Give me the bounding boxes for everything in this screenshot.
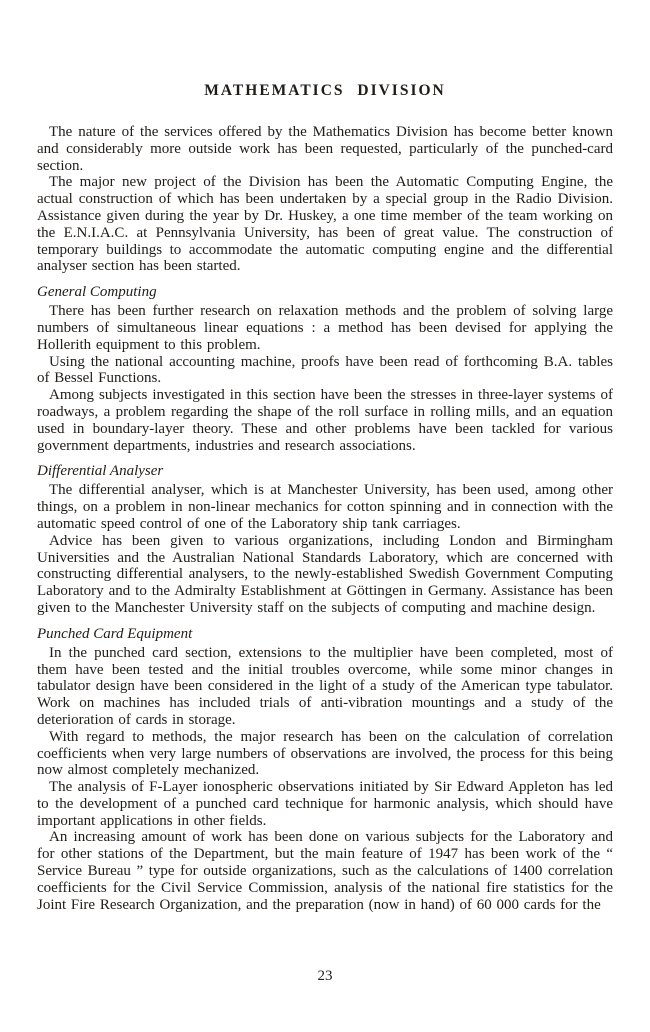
paragraph: The nature of the services offered by the Mathematics Division has become better known and considerably more outside work has been requested, particularly of the punched-card section. <box>37 124 613 174</box>
section-general-computing <box>37 284 613 454</box>
page-number: 23 <box>317 968 333 984</box>
paragraph: There has been further research on relaxation methods and the problem of solving large numbers of simultaneous linear equations : a method has been devised for applying the Hollerith equipment to this problem. <box>37 303 613 353</box>
paragraph: An increasing amount of work has been done on various subjects for the Laboratory and for other stations of the Department, but the main feature of 1947 has been work of the “ Service Bureau ” type for outside organizations, such as the calculations of 1400 correlation coefficients for the Civil Service Commission, analysis of the national fire statistics for the Joint Fire Research Organization, and the preparation (now in hand) of 60 000 cards for the <box>37 829 613 913</box>
section-differential-analyser <box>37 463 613 616</box>
paragraph: The major new project of the Division has been the Automatic Computing Engine, the actual construction of which has been undertaken by a special group in the Radio Division. Assistance given during the year by Dr. Huskey, a one time member of the team working on the E.N.I.A.C. at Pennsylvania University, has been of great value. The construction of temporary buildings to accommodate the automatic computing engine and the differential analyser section has been started. <box>37 174 613 275</box>
section-heading: General Computing <box>37 284 157 301</box>
paragraph: Using the national accounting machine, proofs have been read of forthcoming B.A. tables of Bessel Functions. <box>37 353 613 387</box>
section-heading: Differential Analyser <box>37 463 164 480</box>
section-heading: Punched Card Equipment <box>37 625 193 642</box>
paragraph: Advice has been given to various organizations, including London and Birmingham Universities and the Australian National Standards Laboratory, which are concerned with constructing differential analysers, to the newly-established Swedish Government Computing Laboratory and to the Admiralty Establishment at Göttingen in Germany. Assistance has been given to the Manchester University staff on the subjects of computing and machine design. <box>37 532 613 616</box>
paragraph: In the punched card section, extensions to the multiplier have been completed, most of them have been tested and the initial troubles overcome, while some minor changes in tabulator design have been considered in the light of a study of the American type tabulator. Work on machines has included trials of anti-vibration mountings and a study of the deterioration of cards in storage. <box>37 644 613 728</box>
section-punched-card-equipment <box>37 626 613 914</box>
page-title: MATHEMATICS DIVISION <box>204 82 446 99</box>
paragraph: With regard to methods, the major research has been on the calculation of correlation coefficients when very large numbers of observations are involved, the process for this being now almost completely mechanized. <box>37 728 613 779</box>
section-intro <box>37 124 613 275</box>
paragraph: Among subjects investigated in this section have been the stresses in three-layer systems of roadways, a problem regarding the shape of the roll surface in rolling mills, and an equation used in boundary-layer theory. These and other problems have been tackled for various government departments, industries and research associations. <box>37 387 613 454</box>
paragraph: The analysis of F-Layer ionospheric observations initiated by Sir Edward Appleton has led to the development of a punched card technique for harmonic analysis, which should have important applications in other fields. <box>37 779 613 829</box>
paragraph: The differential analyser, which is at Manchester University, has been used, among other things, on a problem in non-linear mechanics for cotton spinning and in connection with the automatic speed control of one of the Laboratory ship tank carriages. <box>37 482 613 532</box>
